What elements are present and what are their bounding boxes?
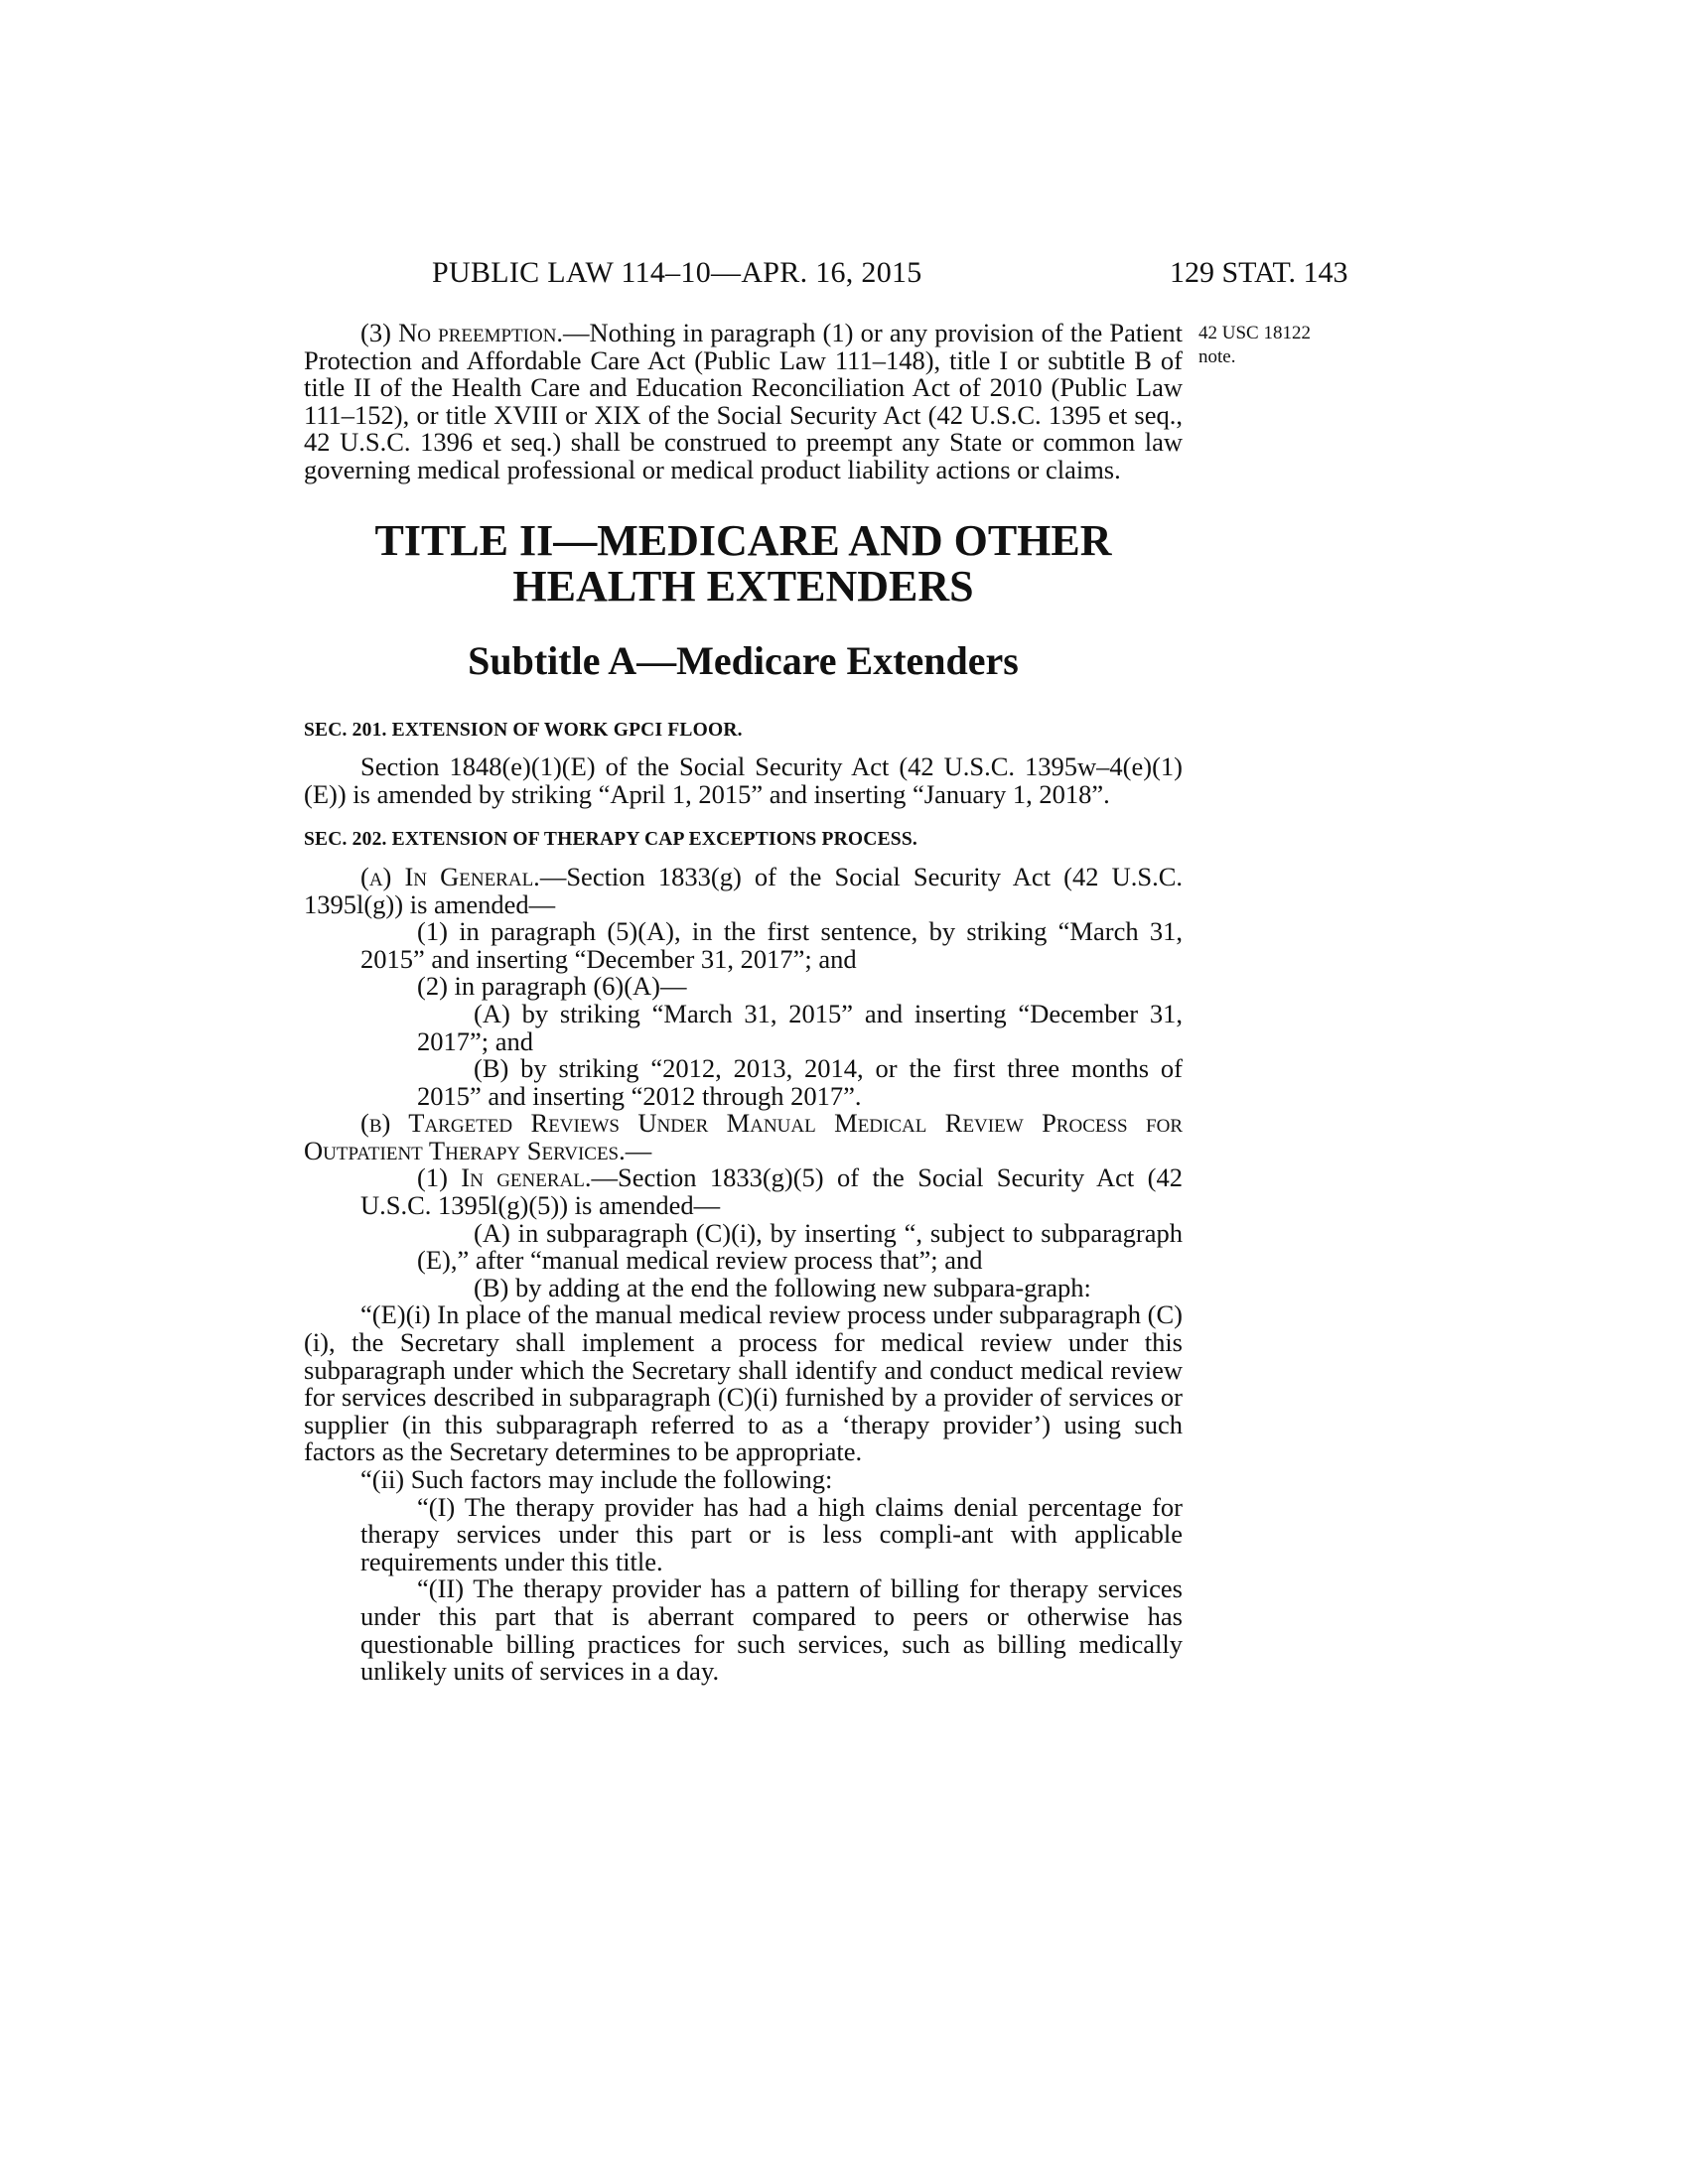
paragraph-b1-label: (1) In general. (417, 1162, 592, 1193)
paragraph-3-label: (3) No preemption. (360, 318, 564, 347)
subtitle-heading: Subtitle A—Medicare Extenders (468, 637, 1019, 683)
paragraph-a2: (2) in paragraph (6)(A)— (417, 971, 687, 1002)
paragraph-3-no-preemption (304, 320, 1183, 484)
page-folio: 129 STAT. 143 (1170, 256, 1348, 289)
quoted-subclause-I: “(I) The therapy provider has had a high claims denial percentage for therapy services under this part or is less compli-ant with applicable requirements under this title. (360, 1491, 1183, 1576)
subsection-b-dash: — (625, 1135, 652, 1165)
running-head: PUBLIC LAW 114–10—APR. 16, 2015 (432, 256, 922, 289)
margin-citation-note (1198, 322, 1357, 369)
title-line-1: TITLE II—MEDICARE AND OTHER (374, 515, 1112, 565)
quoted-subclause-II: “(II) The therapy provider has a pattern of billing for therapy services under this part that is aberrant compared to peers or otherwise has questionable billing practices for such services, such as billing medically unlikely units of services in a day. (360, 1573, 1183, 1687)
paragraph-b1 (304, 1164, 1183, 1219)
section-201-heading: SEC. 201. EXTENSION OF WORK GPCI FLOOR. (304, 719, 743, 741)
subsection-b-label: (b) Targeted Reviews Under Manual Medical Review Process for Outpatient Therapy Services. (304, 1108, 1183, 1165)
body-column (304, 320, 1183, 1686)
subparagraph-a2A: (A) by striking “March 31, 2015” and inserting “December 31, 2017”; and (417, 998, 1183, 1056)
quoted-clause-E-i: “(E)(i) In place of the manual medical review process under subparagraph (C)(i), the Secretary shall implement a process for medical review under this subparagraph under which the Secretary shall identify and conduct medical review for services described in subparagraph (C)(i) furnished by a provider of services or supplier (in this subparagraph referred to as a ‘therapy provider’) using such factors as the Secretary determines to be appropriate. (304, 1299, 1183, 1467)
title-line-2: HEALTH EXTENDERS (512, 561, 974, 611)
section-201-text: Section 1848(e)(1)(E) of the Social Security Act (42 U.S.C. 1395w–4(e)(1)(E)) is amended by striking “April 1, 2015” and inserting “January 1, 2018”. (304, 751, 1183, 809)
margin-note-line1: 42 USC 18122 (1198, 323, 1311, 343)
section-202-heading: SEC. 202. EXTENSION OF THERAPY CAP EXCEPTIONS PROCESS. (304, 829, 917, 851)
margin-note-line2: note. (1198, 346, 1236, 367)
subparagraph-b1A: (A) in subparagraph (C)(i), by inserting “, subject to subparagraph (E),” after “manual medical review process that”; and (417, 1217, 1183, 1276)
quoted-clause-E-ii: “(ii) Such factors may include the following: (360, 1464, 833, 1494)
subsection-a-text: —Section 1833(g) of the Social Security Act (42 U.S.C. 1395l(g)) is amended— (304, 861, 1183, 919)
subsection-a (304, 861, 1183, 919)
paragraph-a1: (1) in paragraph (5)(A), in the first sentence, by striking “March 31, 2015” and inserting “December 31, 2017”; and (360, 916, 1183, 974)
paragraph-3-text: —Nothing in paragraph (1) or any provision of the Patient Protection and Affordable Care Act (Public Law 111–148), title I or subtitle B of title II of the Health Care and Education Reconciliation Act of 2010 (Public Law 111–152), or title XVIII or XIX of the Social Security Act (42 U.S.C. 1395 et seq., 42 U.S.C. 1396 et seq.) shall be construed to preempt any State or common law governing medical professional or medical product liability actions or claims. (304, 318, 1184, 484)
subsection-b (304, 1110, 1183, 1164)
subparagraph-a2B: (B) by striking “2012, 2013, 2014, or the first three months of 2015” and inserting “2012 through 2017”. (417, 1053, 1183, 1111)
paragraph-b1-text: —Section 1833(g)(5) of the Social Security Act (42 U.S.C. 1395l(g)(5)) is amended— (360, 1162, 1183, 1221)
title-heading (304, 515, 1183, 611)
subsection-a-label: (a) In General. (360, 861, 540, 891)
subparagraph-b1B: (B) by adding at the end the following new subpara-graph: (474, 1272, 1091, 1302)
